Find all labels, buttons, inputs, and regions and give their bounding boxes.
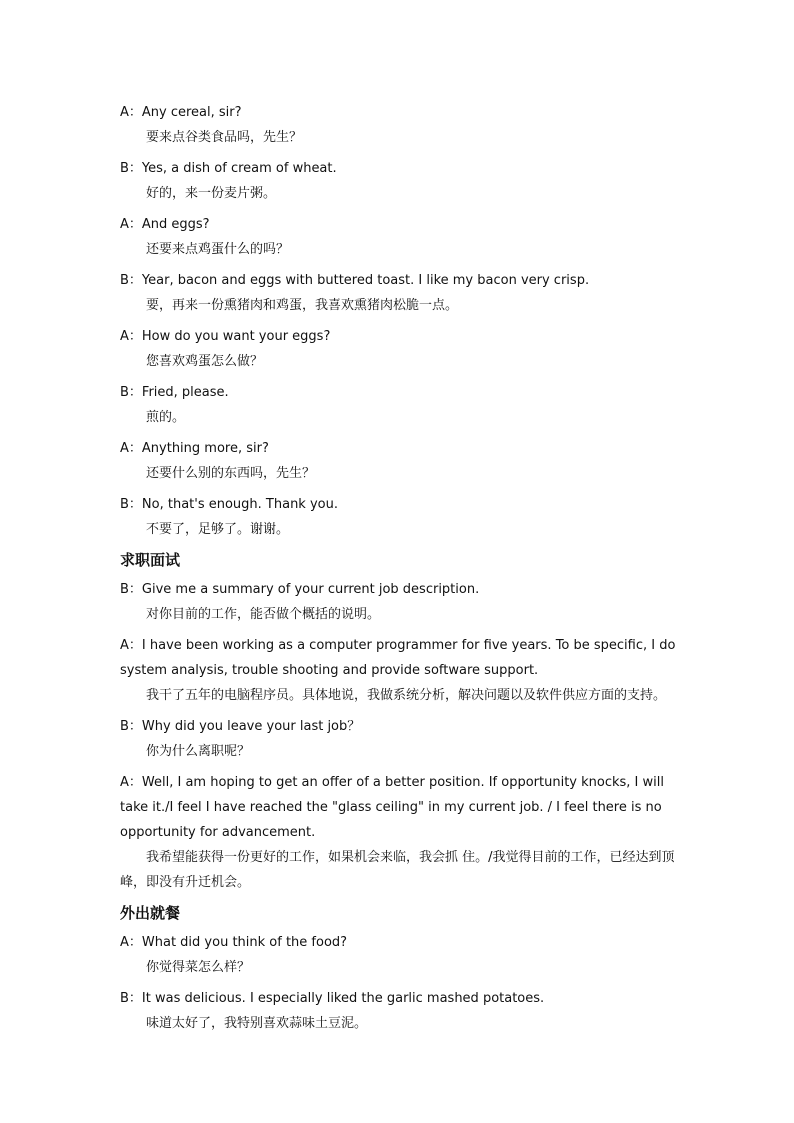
section-job-interview [120, 548, 680, 895]
english-line: A：Well, I am hoping to get an offer of a better position. If opportunity knocks, I will take it./I feel I have reached the "glass ceiling" in my current job. / I feel there is no opportunity for advancement. [120, 775, 664, 840]
chinese-line: 对你目前的工作，能否做个概括的说明。 [146, 607, 381, 622]
dialogue-turn [120, 100, 680, 150]
dialogue-turn [120, 268, 680, 318]
chinese-line: 要，再来一份熏猪肉和鸡蛋，我喜欢熏猪肉松脆一点。 [146, 298, 459, 313]
chinese-line: 不要了，足够了。谢谢。 [146, 522, 290, 537]
chinese-line: 你觉得菜怎么样？ [146, 960, 251, 975]
english-line: B：Fried, please. [120, 385, 229, 400]
dialogue-turn [120, 212, 680, 262]
english-line: B：Why did you leave your last job？ [120, 719, 361, 734]
dialogue-turn [120, 930, 680, 980]
dialogue-turn [120, 324, 680, 374]
document-body [120, 100, 680, 1042]
english-line: A：I have been working as a computer programmer for five years. To be specific, I do system analysis, trouble shooting and provide software support. [120, 638, 676, 678]
english-line: B：Yes, a dish of cream of wheat. [120, 161, 337, 176]
chinese-line: 还要什么别的东西吗，先生？ [146, 466, 316, 481]
dialogue-turn [120, 770, 680, 895]
chinese-line: 你为什么离职呢？ [146, 744, 251, 759]
chinese-line: 味道太好了，我特别喜欢蒜味土豆泥。 [146, 1016, 368, 1031]
dialogue-turn [120, 436, 680, 486]
section-heading: 求职面试 [120, 551, 181, 569]
chinese-line: 您喜欢鸡蛋怎么做？ [146, 354, 264, 369]
english-line: B：No, that's enough. Thank you. [120, 497, 338, 512]
dialogue-turn [120, 633, 680, 708]
chinese-line: 我干了五年的电脑程序员。具体地说，我做系统分析，解决问题以及软件供应方面的支持。 [146, 688, 667, 703]
chinese-line: 我希望能获得一份更好的工作，如果机会来临，我会抓 住。/我觉得目前的工作，已经达到顶峰，即没有升迁机会。 [120, 850, 675, 890]
english-line: A：What did you think of the food? [120, 935, 348, 950]
dialogue-turn [120, 714, 680, 764]
english-line: A：And eggs? [120, 217, 210, 232]
english-line: A：How do you want your eggs? [120, 329, 331, 344]
chinese-line: 要来点谷类食品吗，先生？ [146, 130, 303, 145]
dialogue-turn [120, 492, 680, 542]
dialogue-turn [120, 156, 680, 206]
english-line: A：Any cereal, sir? [120, 105, 242, 120]
dialogue-turn [120, 986, 680, 1036]
dialogue-turn [120, 380, 680, 430]
section-dining-out [120, 901, 680, 1036]
dialogue-turn [120, 577, 680, 627]
chinese-line: 好的，来一份麦片粥。 [146, 186, 277, 201]
section-heading: 外出就餐 [120, 904, 181, 922]
english-line: B：Give me a summary of your current job description. [120, 582, 480, 597]
section-breakfast [120, 100, 680, 542]
chinese-line: 煎的。 [146, 410, 186, 425]
english-line: B：Year, bacon and eggs with buttered toast. I like my bacon very crisp. [120, 273, 590, 288]
english-line: A：Anything more, sir? [120, 441, 269, 456]
english-line: B：It was delicious. I especially liked the garlic mashed potatoes. [120, 991, 545, 1006]
chinese-line: 还要来点鸡蛋什么的吗？ [146, 242, 290, 257]
